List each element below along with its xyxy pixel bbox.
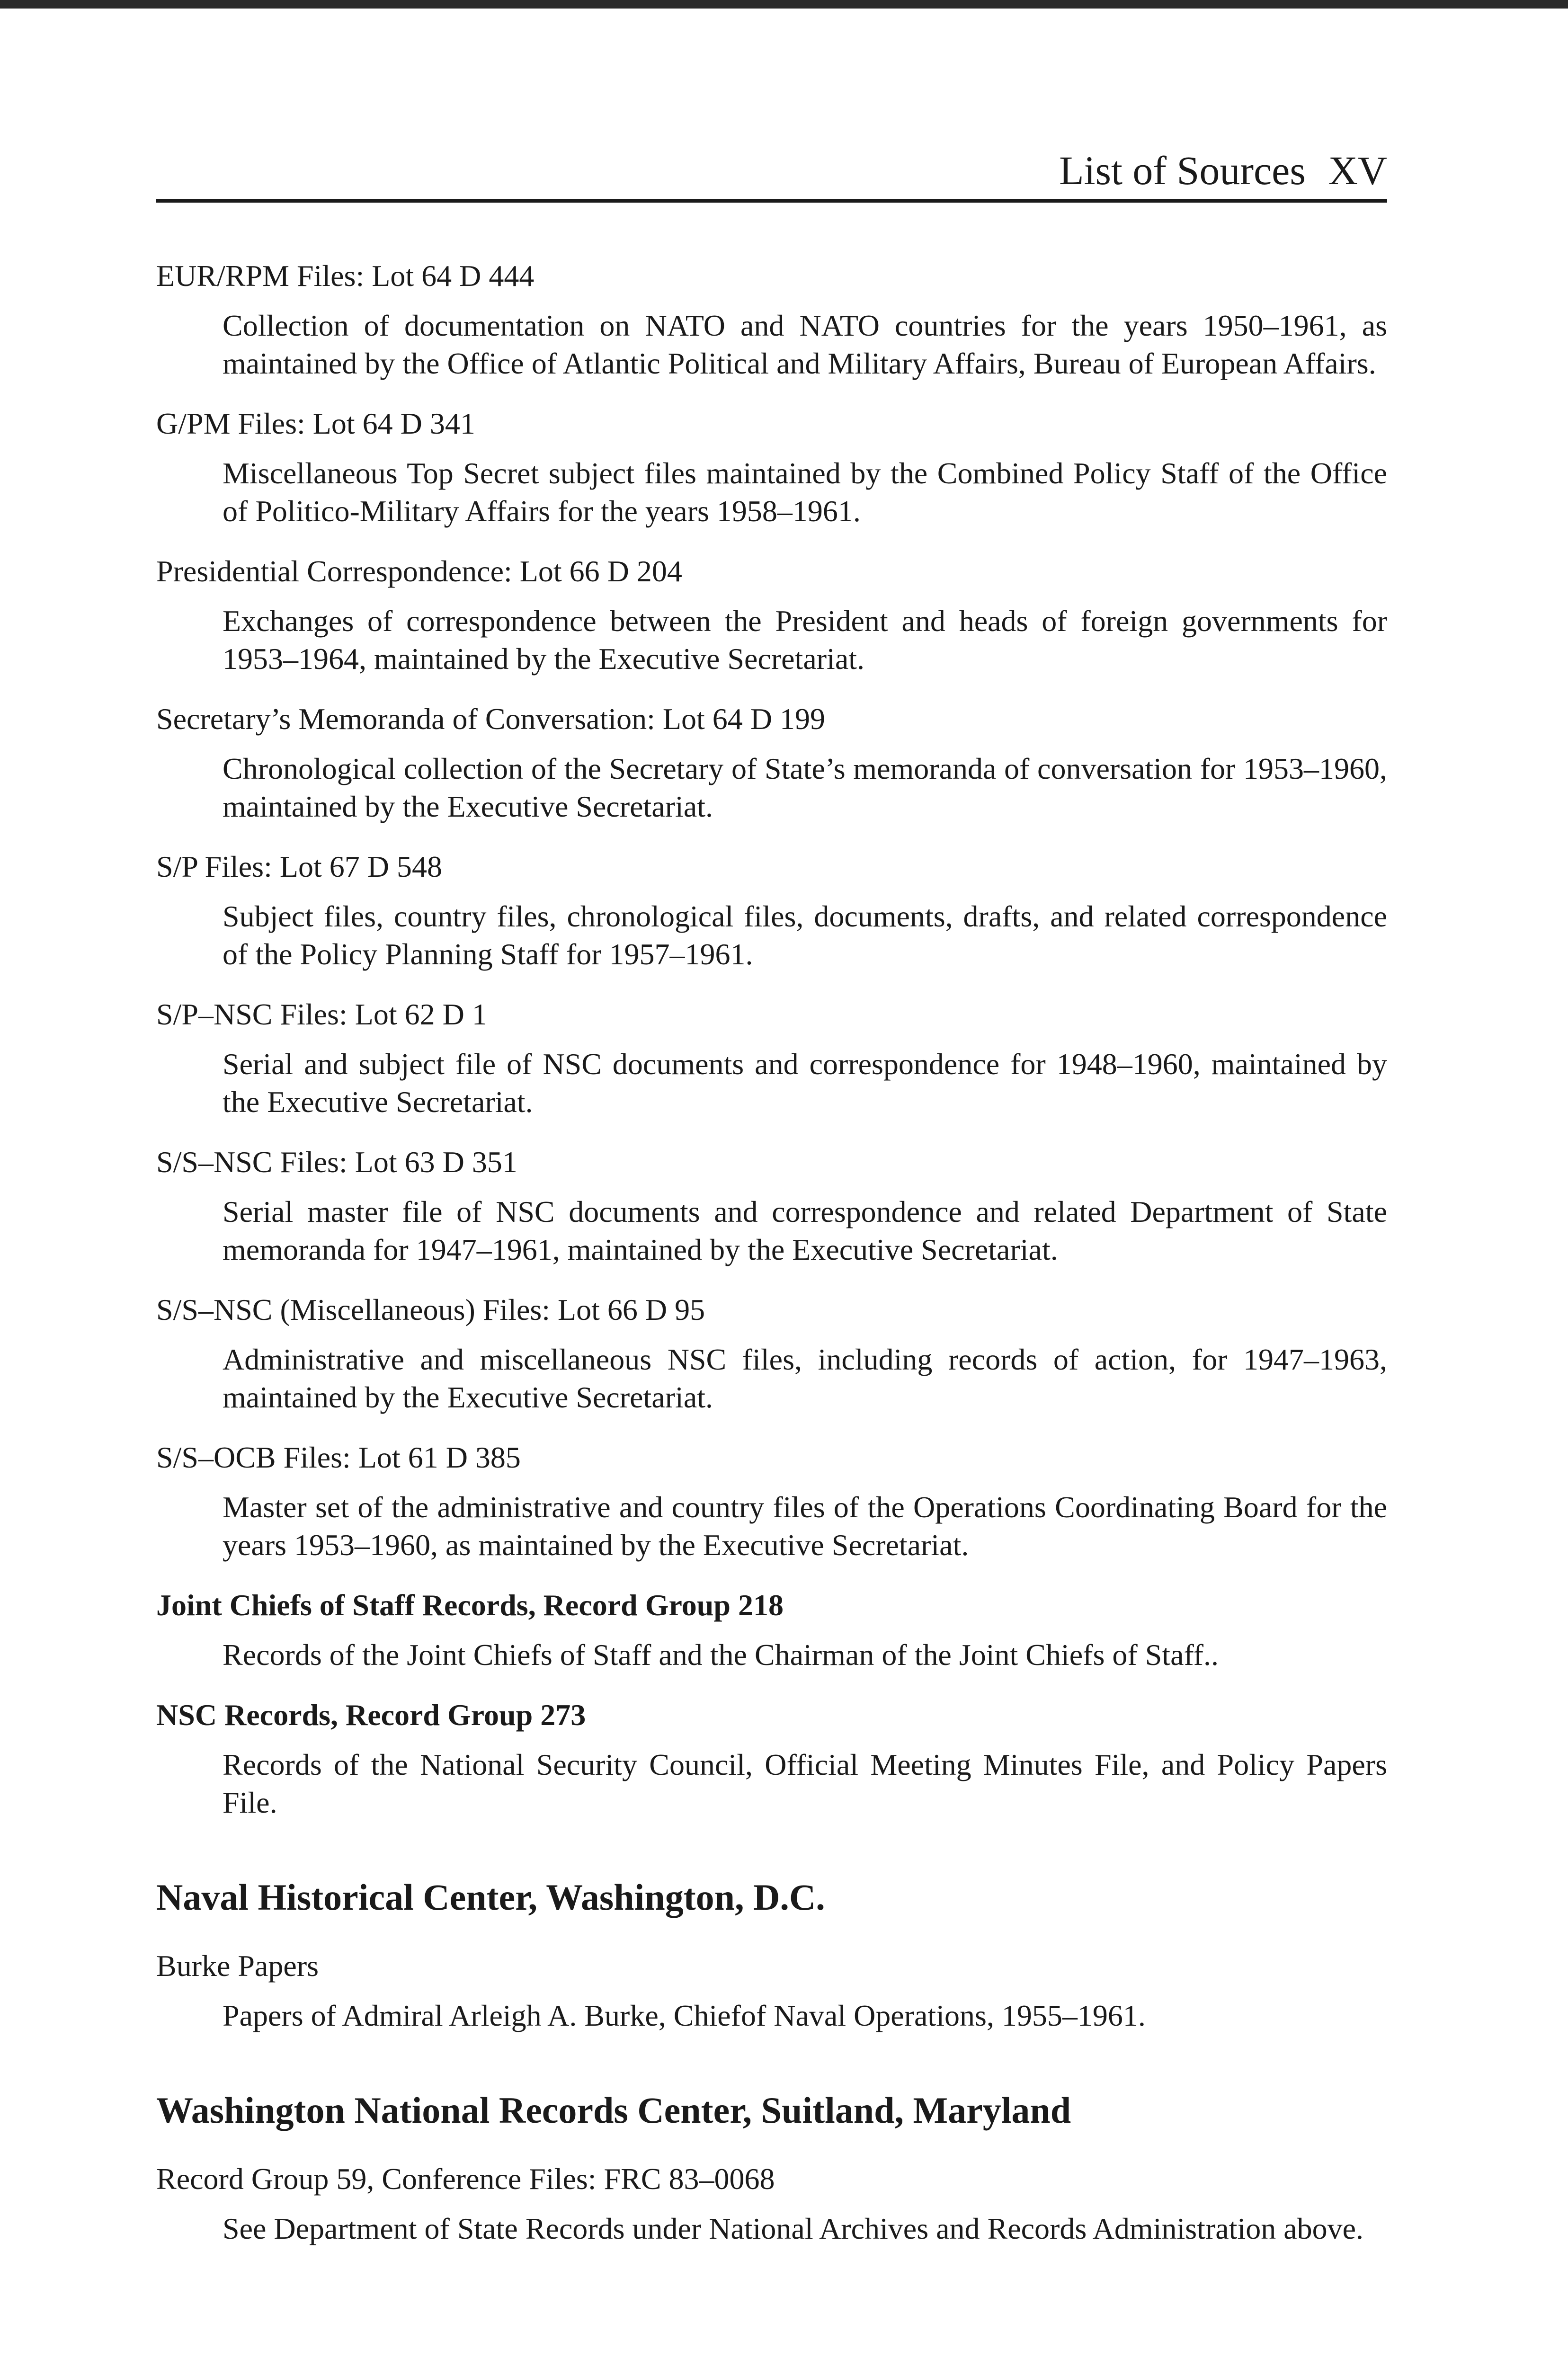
section-naval-historical-center	[156, 1874, 1387, 2035]
entry-heading: S/S–OCB Files: Lot 61 D 385	[156, 1441, 521, 1474]
entry-heading: S/P Files: Lot 67 D 548	[156, 850, 442, 883]
source-list	[156, 256, 1387, 2269]
entry-description: Master set of the administrative and country files of the Operations Coordinating Board for the years 1953–1960, as maintained by the Executive Secretariat.	[223, 1490, 1387, 1562]
source-entry	[156, 846, 1387, 973]
source-entry	[156, 994, 1387, 1121]
entry-heading: S/S–NSC Files: Lot 63 D 351	[156, 1145, 517, 1179]
entry-heading: EUR/RPM Files: Lot 64 D 444	[156, 259, 535, 293]
entry-description: Serial master file of NSC documents and correspondence and related Department of State memoranda for 1947–1961, maintained by the Executive Secretariat.	[223, 1195, 1387, 1266]
entry-description: Serial and subject file of NSC documents and correspondence for 1948–1960, maintained by the Executive Secretariat.	[223, 1047, 1387, 1119]
entry-heading: Burke Papers	[156, 1949, 319, 1983]
source-entry	[156, 403, 1387, 530]
entry-description: See Department of State Records under National Archives and Records Administration above.	[223, 2212, 1364, 2245]
running-head-text	[1059, 142, 1387, 199]
source-entry	[156, 1437, 1387, 1564]
source-entry	[156, 256, 1387, 383]
page-number: XV	[1328, 148, 1387, 193]
source-entry	[156, 699, 1387, 826]
source-entry	[156, 1946, 1387, 2035]
entry-heading: S/P–NSC Files: Lot 62 D 1	[156, 997, 487, 1031]
entry-description: Subject files, country files, chronological files, documents, drafts, and related correspondence of the Policy Planning Staff for 1957–1961.	[223, 899, 1387, 971]
running-head-title: List of Sources	[1059, 148, 1306, 193]
entry-description: Administrative and miscellaneous NSC files, including records of action, for 1947–1963, maintained by the Executive Secretariat.	[223, 1343, 1387, 1414]
record-group-heading: Joint Chiefs of Staff Records, Record Group 218	[156, 1588, 784, 1622]
running-head	[156, 142, 1387, 203]
entry-heading: Secretary’s Memoranda of Conversation: Lot 64 D 199	[156, 702, 825, 736]
record-group-entry	[156, 1695, 1387, 1822]
source-entry	[156, 2159, 1387, 2248]
entry-description: Records of the Joint Chiefs of Staff and the Chairman of the Joint Chiefs of Staff..	[223, 1638, 1219, 1672]
record-group-entry	[156, 1585, 1387, 1674]
entry-heading: Record Group 59, Conference Files: FRC 83–0068	[156, 2162, 775, 2196]
source-entry	[156, 551, 1387, 678]
section-washington-national-records-center	[156, 2087, 1387, 2248]
entry-description: Miscellaneous Top Secret subject files maintained by the Combined Policy Staff of the Office of Politico-Military Affairs for the years 1958–1961.	[223, 456, 1387, 528]
page-top-edge	[0, 0, 1568, 9]
entry-description: Papers of Admiral Arleigh A. Burke, Chiefof Naval Operations, 1955–1961.	[223, 1999, 1146, 2032]
entry-heading: G/PM Files: Lot 64 D 341	[156, 407, 475, 440]
entry-heading: Presidential Correspondence: Lot 66 D 204	[156, 554, 682, 588]
entry-description: Chronological collection of the Secretary of State’s memoranda of conversation for 1953–1960, maintained by the Executive Secretariat.	[223, 752, 1387, 823]
source-entry	[156, 1142, 1387, 1269]
source-entry	[156, 1290, 1387, 1416]
entry-description: Collection of documentation on NATO and NATO countries for the years 1950–1961, as maintained by the Office of Atlantic Political and Military Affairs, Bureau of European Affairs.	[223, 309, 1387, 380]
entry-description: Records of the National Security Council, Official Meeting Minutes File, and Policy Papers File.	[223, 1748, 1387, 1819]
section-title: Washington National Records Center, Suitland, Maryland	[156, 2090, 1071, 2131]
entry-description: Exchanges of correspondence between the President and heads of foreign governments for 1953–1964, maintained by the Executive Secretariat.	[223, 604, 1387, 676]
record-group-heading: NSC Records, Record Group 273	[156, 1698, 586, 1732]
entry-heading: S/S–NSC (Miscellaneous) Files: Lot 66 D 95	[156, 1293, 705, 1326]
section-title: Naval Historical Center, Washington, D.C.	[156, 1877, 825, 1918]
